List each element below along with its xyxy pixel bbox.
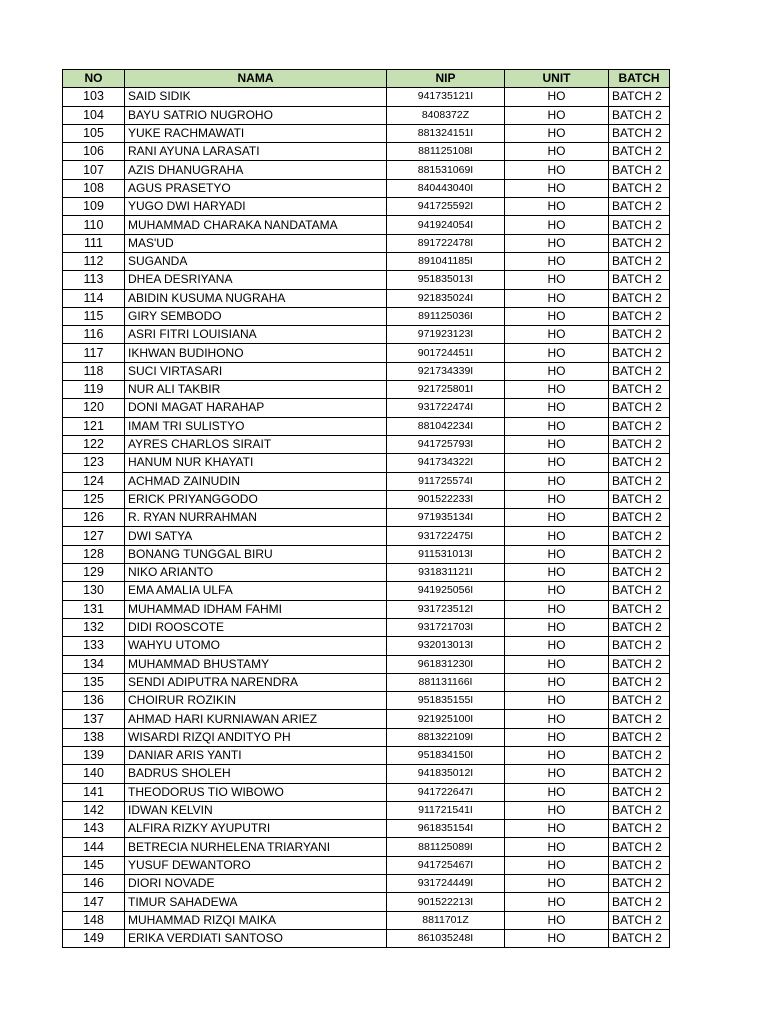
row-nama: CHOIRUR ROZIKIN bbox=[125, 692, 387, 710]
header-nama: NAMA bbox=[125, 70, 387, 88]
row-nip: 881125108I bbox=[387, 143, 505, 161]
row-unit: HO bbox=[505, 692, 609, 710]
row-batch: BATCH 2 bbox=[609, 252, 670, 270]
row-nama: MUHAMMAD IDHAM FAHMI bbox=[125, 600, 387, 618]
row-no: 141 bbox=[63, 783, 125, 801]
row-no: 116 bbox=[63, 326, 125, 344]
row-unit: HO bbox=[505, 801, 609, 819]
table-row bbox=[63, 545, 670, 563]
row-nip: 8811701Z bbox=[387, 911, 505, 929]
table-row bbox=[63, 765, 670, 783]
row-batch: BATCH 2 bbox=[609, 911, 670, 929]
row-batch: BATCH 2 bbox=[609, 143, 670, 161]
row-no: 143 bbox=[63, 820, 125, 838]
row-batch: BATCH 2 bbox=[609, 271, 670, 289]
table-row bbox=[63, 88, 670, 106]
row-nama: IDWAN KELVIN bbox=[125, 801, 387, 819]
row-no: 122 bbox=[63, 435, 125, 453]
row-batch: BATCH 2 bbox=[609, 88, 670, 106]
header-unit: UNIT bbox=[505, 70, 609, 88]
table-row bbox=[63, 289, 670, 307]
table-row bbox=[63, 746, 670, 764]
row-batch: BATCH 2 bbox=[609, 527, 670, 545]
row-nip: 901724451I bbox=[387, 344, 505, 362]
header-batch: BATCH bbox=[609, 70, 670, 88]
row-nama: HANUM NUR KHAYATI bbox=[125, 454, 387, 472]
row-batch: BATCH 2 bbox=[609, 326, 670, 344]
row-nip: 8408372Z bbox=[387, 106, 505, 124]
row-nip: 941725793I bbox=[387, 435, 505, 453]
table-row bbox=[63, 399, 670, 417]
row-unit: HO bbox=[505, 838, 609, 856]
row-nip: 941735121I bbox=[387, 88, 505, 106]
table-row bbox=[63, 454, 670, 472]
row-nama: BAYU SATRIO NUGROHO bbox=[125, 106, 387, 124]
row-nip: 921925100I bbox=[387, 710, 505, 728]
row-nip: 901522213I bbox=[387, 893, 505, 911]
row-unit: HO bbox=[505, 143, 609, 161]
table-row bbox=[63, 179, 670, 197]
row-no: 107 bbox=[63, 161, 125, 179]
row-nip: 941722647I bbox=[387, 783, 505, 801]
table-row bbox=[63, 582, 670, 600]
row-nama: DONI MAGAT HARAHAP bbox=[125, 399, 387, 417]
row-unit: HO bbox=[505, 820, 609, 838]
row-unit: HO bbox=[505, 124, 609, 142]
row-nama: AYRES CHARLOS SIRAIT bbox=[125, 435, 387, 453]
row-nama: WAHYU UTOMO bbox=[125, 637, 387, 655]
row-nip: 941924054I bbox=[387, 216, 505, 234]
table-row bbox=[63, 929, 670, 947]
table-row bbox=[63, 856, 670, 874]
table-row bbox=[63, 728, 670, 746]
row-nip: 951835013I bbox=[387, 271, 505, 289]
row-batch: BATCH 2 bbox=[609, 801, 670, 819]
row-no: 104 bbox=[63, 106, 125, 124]
row-no: 139 bbox=[63, 746, 125, 764]
row-unit: HO bbox=[505, 710, 609, 728]
table-row bbox=[63, 490, 670, 508]
row-nip: 941835012I bbox=[387, 765, 505, 783]
row-batch: BATCH 2 bbox=[609, 307, 670, 325]
row-unit: HO bbox=[505, 600, 609, 618]
row-batch: BATCH 2 bbox=[609, 472, 670, 490]
row-nip: 921835024I bbox=[387, 289, 505, 307]
row-nama: IKHWAN BUDIHONO bbox=[125, 344, 387, 362]
row-nip: 891041185I bbox=[387, 252, 505, 270]
row-nama: AHMAD HARI KURNIAWAN ARIEZ bbox=[125, 710, 387, 728]
table-row bbox=[63, 692, 670, 710]
row-unit: HO bbox=[505, 289, 609, 307]
row-unit: HO bbox=[505, 728, 609, 746]
row-nip: 931831121I bbox=[387, 564, 505, 582]
row-unit: HO bbox=[505, 765, 609, 783]
row-nama: YUGO DWI HARYADI bbox=[125, 198, 387, 216]
row-no: 145 bbox=[63, 856, 125, 874]
row-batch: BATCH 2 bbox=[609, 344, 670, 362]
row-nip: 971935134I bbox=[387, 509, 505, 527]
table-row bbox=[63, 509, 670, 527]
row-nip: 840443040I bbox=[387, 179, 505, 197]
row-unit: HO bbox=[505, 472, 609, 490]
row-nama: R. RYAN NURRAHMAN bbox=[125, 509, 387, 527]
row-no: 142 bbox=[63, 801, 125, 819]
row-nama: ALFIRA RIZKY AYUPUTRI bbox=[125, 820, 387, 838]
table-row bbox=[63, 527, 670, 545]
row-batch: BATCH 2 bbox=[609, 582, 670, 600]
row-no: 144 bbox=[63, 838, 125, 856]
row-nama: AGUS PRASETYO bbox=[125, 179, 387, 197]
table-row bbox=[63, 198, 670, 216]
table-row bbox=[63, 637, 670, 655]
row-no: 136 bbox=[63, 692, 125, 710]
row-nip: 931722475I bbox=[387, 527, 505, 545]
row-nip: 951835155I bbox=[387, 692, 505, 710]
row-batch: BATCH 2 bbox=[609, 618, 670, 636]
row-nama: TIMUR SAHADEWA bbox=[125, 893, 387, 911]
row-nama: DHEA DESRIYANA bbox=[125, 271, 387, 289]
row-nama: NUR ALI TAKBIR bbox=[125, 381, 387, 399]
row-unit: HO bbox=[505, 88, 609, 106]
row-batch: BATCH 2 bbox=[609, 362, 670, 380]
table-row bbox=[63, 143, 670, 161]
table-row bbox=[63, 618, 670, 636]
row-no: 131 bbox=[63, 600, 125, 618]
row-batch: BATCH 2 bbox=[609, 179, 670, 197]
row-no: 147 bbox=[63, 893, 125, 911]
row-batch: BATCH 2 bbox=[609, 728, 670, 746]
table-header bbox=[63, 70, 670, 88]
row-batch: BATCH 2 bbox=[609, 399, 670, 417]
row-unit: HO bbox=[505, 399, 609, 417]
row-no: 124 bbox=[63, 472, 125, 490]
row-unit: HO bbox=[505, 252, 609, 270]
row-no: 120 bbox=[63, 399, 125, 417]
row-unit: HO bbox=[505, 307, 609, 325]
row-unit: HO bbox=[505, 673, 609, 691]
row-unit: HO bbox=[505, 271, 609, 289]
table-row bbox=[63, 472, 670, 490]
row-nip: 881531069I bbox=[387, 161, 505, 179]
row-unit: HO bbox=[505, 746, 609, 764]
row-no: 118 bbox=[63, 362, 125, 380]
row-nip: 901522233I bbox=[387, 490, 505, 508]
table-row bbox=[63, 673, 670, 691]
row-no: 110 bbox=[63, 216, 125, 234]
row-unit: HO bbox=[505, 326, 609, 344]
row-batch: BATCH 2 bbox=[609, 820, 670, 838]
row-unit: HO bbox=[505, 454, 609, 472]
row-batch: BATCH 2 bbox=[609, 509, 670, 527]
row-batch: BATCH 2 bbox=[609, 710, 670, 728]
table-row bbox=[63, 124, 670, 142]
row-unit: HO bbox=[505, 564, 609, 582]
row-batch: BATCH 2 bbox=[609, 106, 670, 124]
row-nama: DIDI ROOSCOTE bbox=[125, 618, 387, 636]
row-no: 114 bbox=[63, 289, 125, 307]
row-batch: BATCH 2 bbox=[609, 216, 670, 234]
row-no: 106 bbox=[63, 143, 125, 161]
row-nip: 941725467I bbox=[387, 856, 505, 874]
row-batch: BATCH 2 bbox=[609, 637, 670, 655]
row-nama: BETRECIA NURHELENA TRIARYANI bbox=[125, 838, 387, 856]
row-nama: ABIDIN KUSUMA NUGRAHA bbox=[125, 289, 387, 307]
table-row bbox=[63, 216, 670, 234]
row-batch: BATCH 2 bbox=[609, 381, 670, 399]
row-no: 105 bbox=[63, 124, 125, 142]
row-no: 130 bbox=[63, 582, 125, 600]
row-batch: BATCH 2 bbox=[609, 875, 670, 893]
table-row bbox=[63, 801, 670, 819]
row-batch: BATCH 2 bbox=[609, 289, 670, 307]
row-nama: EMA AMALIA ULFA bbox=[125, 582, 387, 600]
row-nip: 941725592I bbox=[387, 198, 505, 216]
table-row bbox=[63, 344, 670, 362]
row-unit: HO bbox=[505, 216, 609, 234]
row-unit: HO bbox=[505, 875, 609, 893]
row-batch: BATCH 2 bbox=[609, 655, 670, 673]
row-no: 103 bbox=[63, 88, 125, 106]
row-unit: HO bbox=[505, 637, 609, 655]
row-no: 127 bbox=[63, 527, 125, 545]
row-no: 129 bbox=[63, 564, 125, 582]
row-nip: 921734339I bbox=[387, 362, 505, 380]
row-unit: HO bbox=[505, 655, 609, 673]
row-no: 113 bbox=[63, 271, 125, 289]
row-unit: HO bbox=[505, 362, 609, 380]
row-no: 119 bbox=[63, 381, 125, 399]
row-unit: HO bbox=[505, 417, 609, 435]
row-batch: BATCH 2 bbox=[609, 692, 670, 710]
table-body bbox=[63, 88, 670, 948]
row-nama: ACHMAD ZAINUDIN bbox=[125, 472, 387, 490]
table-row bbox=[63, 381, 670, 399]
table-row bbox=[63, 564, 670, 582]
header-nip: NIP bbox=[387, 70, 505, 88]
row-batch: BATCH 2 bbox=[609, 198, 670, 216]
row-nama: DIORI NOVADE bbox=[125, 875, 387, 893]
employee-table bbox=[62, 69, 670, 948]
row-unit: HO bbox=[505, 179, 609, 197]
row-unit: HO bbox=[505, 161, 609, 179]
row-batch: BATCH 2 bbox=[609, 600, 670, 618]
row-unit: HO bbox=[505, 856, 609, 874]
table-row bbox=[63, 252, 670, 270]
row-batch: BATCH 2 bbox=[609, 490, 670, 508]
row-nip: 911721541I bbox=[387, 801, 505, 819]
row-nip: 881042234I bbox=[387, 417, 505, 435]
row-nama: NIKO ARIANTO bbox=[125, 564, 387, 582]
row-nip: 911531013I bbox=[387, 545, 505, 563]
row-nama: SAID SIDIK bbox=[125, 88, 387, 106]
row-no: 128 bbox=[63, 545, 125, 563]
row-nama: SUCI VIRTASARI bbox=[125, 362, 387, 380]
row-unit: HO bbox=[505, 381, 609, 399]
table-row bbox=[63, 875, 670, 893]
table-row bbox=[63, 435, 670, 453]
row-nip: 911725574I bbox=[387, 472, 505, 490]
row-no: 146 bbox=[63, 875, 125, 893]
row-nama: ERICK PRIYANGGODO bbox=[125, 490, 387, 508]
table-row bbox=[63, 417, 670, 435]
row-unit: HO bbox=[505, 435, 609, 453]
row-nip: 961835154I bbox=[387, 820, 505, 838]
row-nama: MUHAMMAD BHUSTAMY bbox=[125, 655, 387, 673]
row-nip: 931723512I bbox=[387, 600, 505, 618]
row-no: 123 bbox=[63, 454, 125, 472]
row-nip: 921725801I bbox=[387, 381, 505, 399]
row-nama: DWI SATYA bbox=[125, 527, 387, 545]
row-no: 108 bbox=[63, 179, 125, 197]
row-nama: MUHAMMAD CHARAKA NANDATAMA bbox=[125, 216, 387, 234]
row-no: 133 bbox=[63, 637, 125, 655]
row-batch: BATCH 2 bbox=[609, 893, 670, 911]
row-nip: 961831230I bbox=[387, 655, 505, 673]
row-nama: THEODORUS TIO WIBOWO bbox=[125, 783, 387, 801]
row-unit: HO bbox=[505, 509, 609, 527]
row-batch: BATCH 2 bbox=[609, 545, 670, 563]
table-row bbox=[63, 820, 670, 838]
row-batch: BATCH 2 bbox=[609, 234, 670, 252]
row-nama: YUKE RACHMAWATI bbox=[125, 124, 387, 142]
row-batch: BATCH 2 bbox=[609, 929, 670, 947]
table-row bbox=[63, 893, 670, 911]
row-nama: BONANG TUNGGAL BIRU bbox=[125, 545, 387, 563]
row-unit: HO bbox=[505, 234, 609, 252]
row-nip: 881131166I bbox=[387, 673, 505, 691]
row-nama: AZIS DHANUGRAHA bbox=[125, 161, 387, 179]
row-nip: 971923123I bbox=[387, 326, 505, 344]
row-nama: SENDI ADIPUTRA NARENDRA bbox=[125, 673, 387, 691]
row-nip: 931724449I bbox=[387, 875, 505, 893]
table-row bbox=[63, 326, 670, 344]
row-nip: 951834150I bbox=[387, 746, 505, 764]
row-batch: BATCH 2 bbox=[609, 783, 670, 801]
table-row bbox=[63, 911, 670, 929]
row-nama: SUGANDA bbox=[125, 252, 387, 270]
row-no: 117 bbox=[63, 344, 125, 362]
row-no: 137 bbox=[63, 710, 125, 728]
row-batch: BATCH 2 bbox=[609, 564, 670, 582]
row-unit: HO bbox=[505, 545, 609, 563]
row-nama: BADRUS SHOLEH bbox=[125, 765, 387, 783]
row-no: 140 bbox=[63, 765, 125, 783]
table-row bbox=[63, 710, 670, 728]
row-nip: 931721703I bbox=[387, 618, 505, 636]
row-unit: HO bbox=[505, 198, 609, 216]
row-batch: BATCH 2 bbox=[609, 454, 670, 472]
row-nip: 891722478I bbox=[387, 234, 505, 252]
row-unit: HO bbox=[505, 582, 609, 600]
row-no: 132 bbox=[63, 618, 125, 636]
row-unit: HO bbox=[505, 929, 609, 947]
row-no: 121 bbox=[63, 417, 125, 435]
row-no: 148 bbox=[63, 911, 125, 929]
table-row bbox=[63, 600, 670, 618]
table-row bbox=[63, 271, 670, 289]
table-row bbox=[63, 655, 670, 673]
row-batch: BATCH 2 bbox=[609, 673, 670, 691]
row-batch: BATCH 2 bbox=[609, 838, 670, 856]
row-nip: 931722474I bbox=[387, 399, 505, 417]
row-no: 115 bbox=[63, 307, 125, 325]
row-nama: ASRI FITRI LOUISIANA bbox=[125, 326, 387, 344]
row-nip: 891125036I bbox=[387, 307, 505, 325]
table-row bbox=[63, 838, 670, 856]
row-nip: 881125089I bbox=[387, 838, 505, 856]
row-nama: ERIKA VERDIATI SANTOSO bbox=[125, 929, 387, 947]
row-unit: HO bbox=[505, 106, 609, 124]
row-unit: HO bbox=[505, 527, 609, 545]
row-nip: 941925056I bbox=[387, 582, 505, 600]
row-no: 149 bbox=[63, 929, 125, 947]
row-nama: DANIAR ARIS YANTI bbox=[125, 746, 387, 764]
row-nama: IMAM TRI SULISTYO bbox=[125, 417, 387, 435]
row-unit: HO bbox=[505, 911, 609, 929]
row-nip: 932013013I bbox=[387, 637, 505, 655]
row-no: 112 bbox=[63, 252, 125, 270]
row-no: 126 bbox=[63, 509, 125, 527]
row-unit: HO bbox=[505, 893, 609, 911]
row-nama: RANI AYUNA LARASATI bbox=[125, 143, 387, 161]
row-nip: 881322109I bbox=[387, 728, 505, 746]
row-nip: 941734322I bbox=[387, 454, 505, 472]
row-nip: 881324151I bbox=[387, 124, 505, 142]
row-batch: BATCH 2 bbox=[609, 435, 670, 453]
row-unit: HO bbox=[505, 490, 609, 508]
row-unit: HO bbox=[505, 783, 609, 801]
table-row bbox=[63, 307, 670, 325]
row-nama: GIRY SEMBODO bbox=[125, 307, 387, 325]
row-nip: 861035248I bbox=[387, 929, 505, 947]
row-no: 111 bbox=[63, 234, 125, 252]
row-unit: HO bbox=[505, 344, 609, 362]
row-batch: BATCH 2 bbox=[609, 765, 670, 783]
row-batch: BATCH 2 bbox=[609, 417, 670, 435]
row-nama: MAS'UD bbox=[125, 234, 387, 252]
row-no: 125 bbox=[63, 490, 125, 508]
table-row bbox=[63, 161, 670, 179]
table-row bbox=[63, 106, 670, 124]
row-batch: BATCH 2 bbox=[609, 856, 670, 874]
row-unit: HO bbox=[505, 618, 609, 636]
header-no: NO bbox=[63, 70, 125, 88]
row-no: 135 bbox=[63, 673, 125, 691]
table-row bbox=[63, 783, 670, 801]
row-no: 134 bbox=[63, 655, 125, 673]
row-batch: BATCH 2 bbox=[609, 161, 670, 179]
row-no: 138 bbox=[63, 728, 125, 746]
row-batch: BATCH 2 bbox=[609, 746, 670, 764]
row-no: 109 bbox=[63, 198, 125, 216]
table-row bbox=[63, 362, 670, 380]
row-nama: WISARDI RIZQI ANDITYO PH bbox=[125, 728, 387, 746]
row-batch: BATCH 2 bbox=[609, 124, 670, 142]
row-nama: YUSUF DEWANTORO bbox=[125, 856, 387, 874]
header-row bbox=[63, 70, 670, 88]
table-row bbox=[63, 234, 670, 252]
row-nama: MUHAMMAD RIZQI MAIKA bbox=[125, 911, 387, 929]
